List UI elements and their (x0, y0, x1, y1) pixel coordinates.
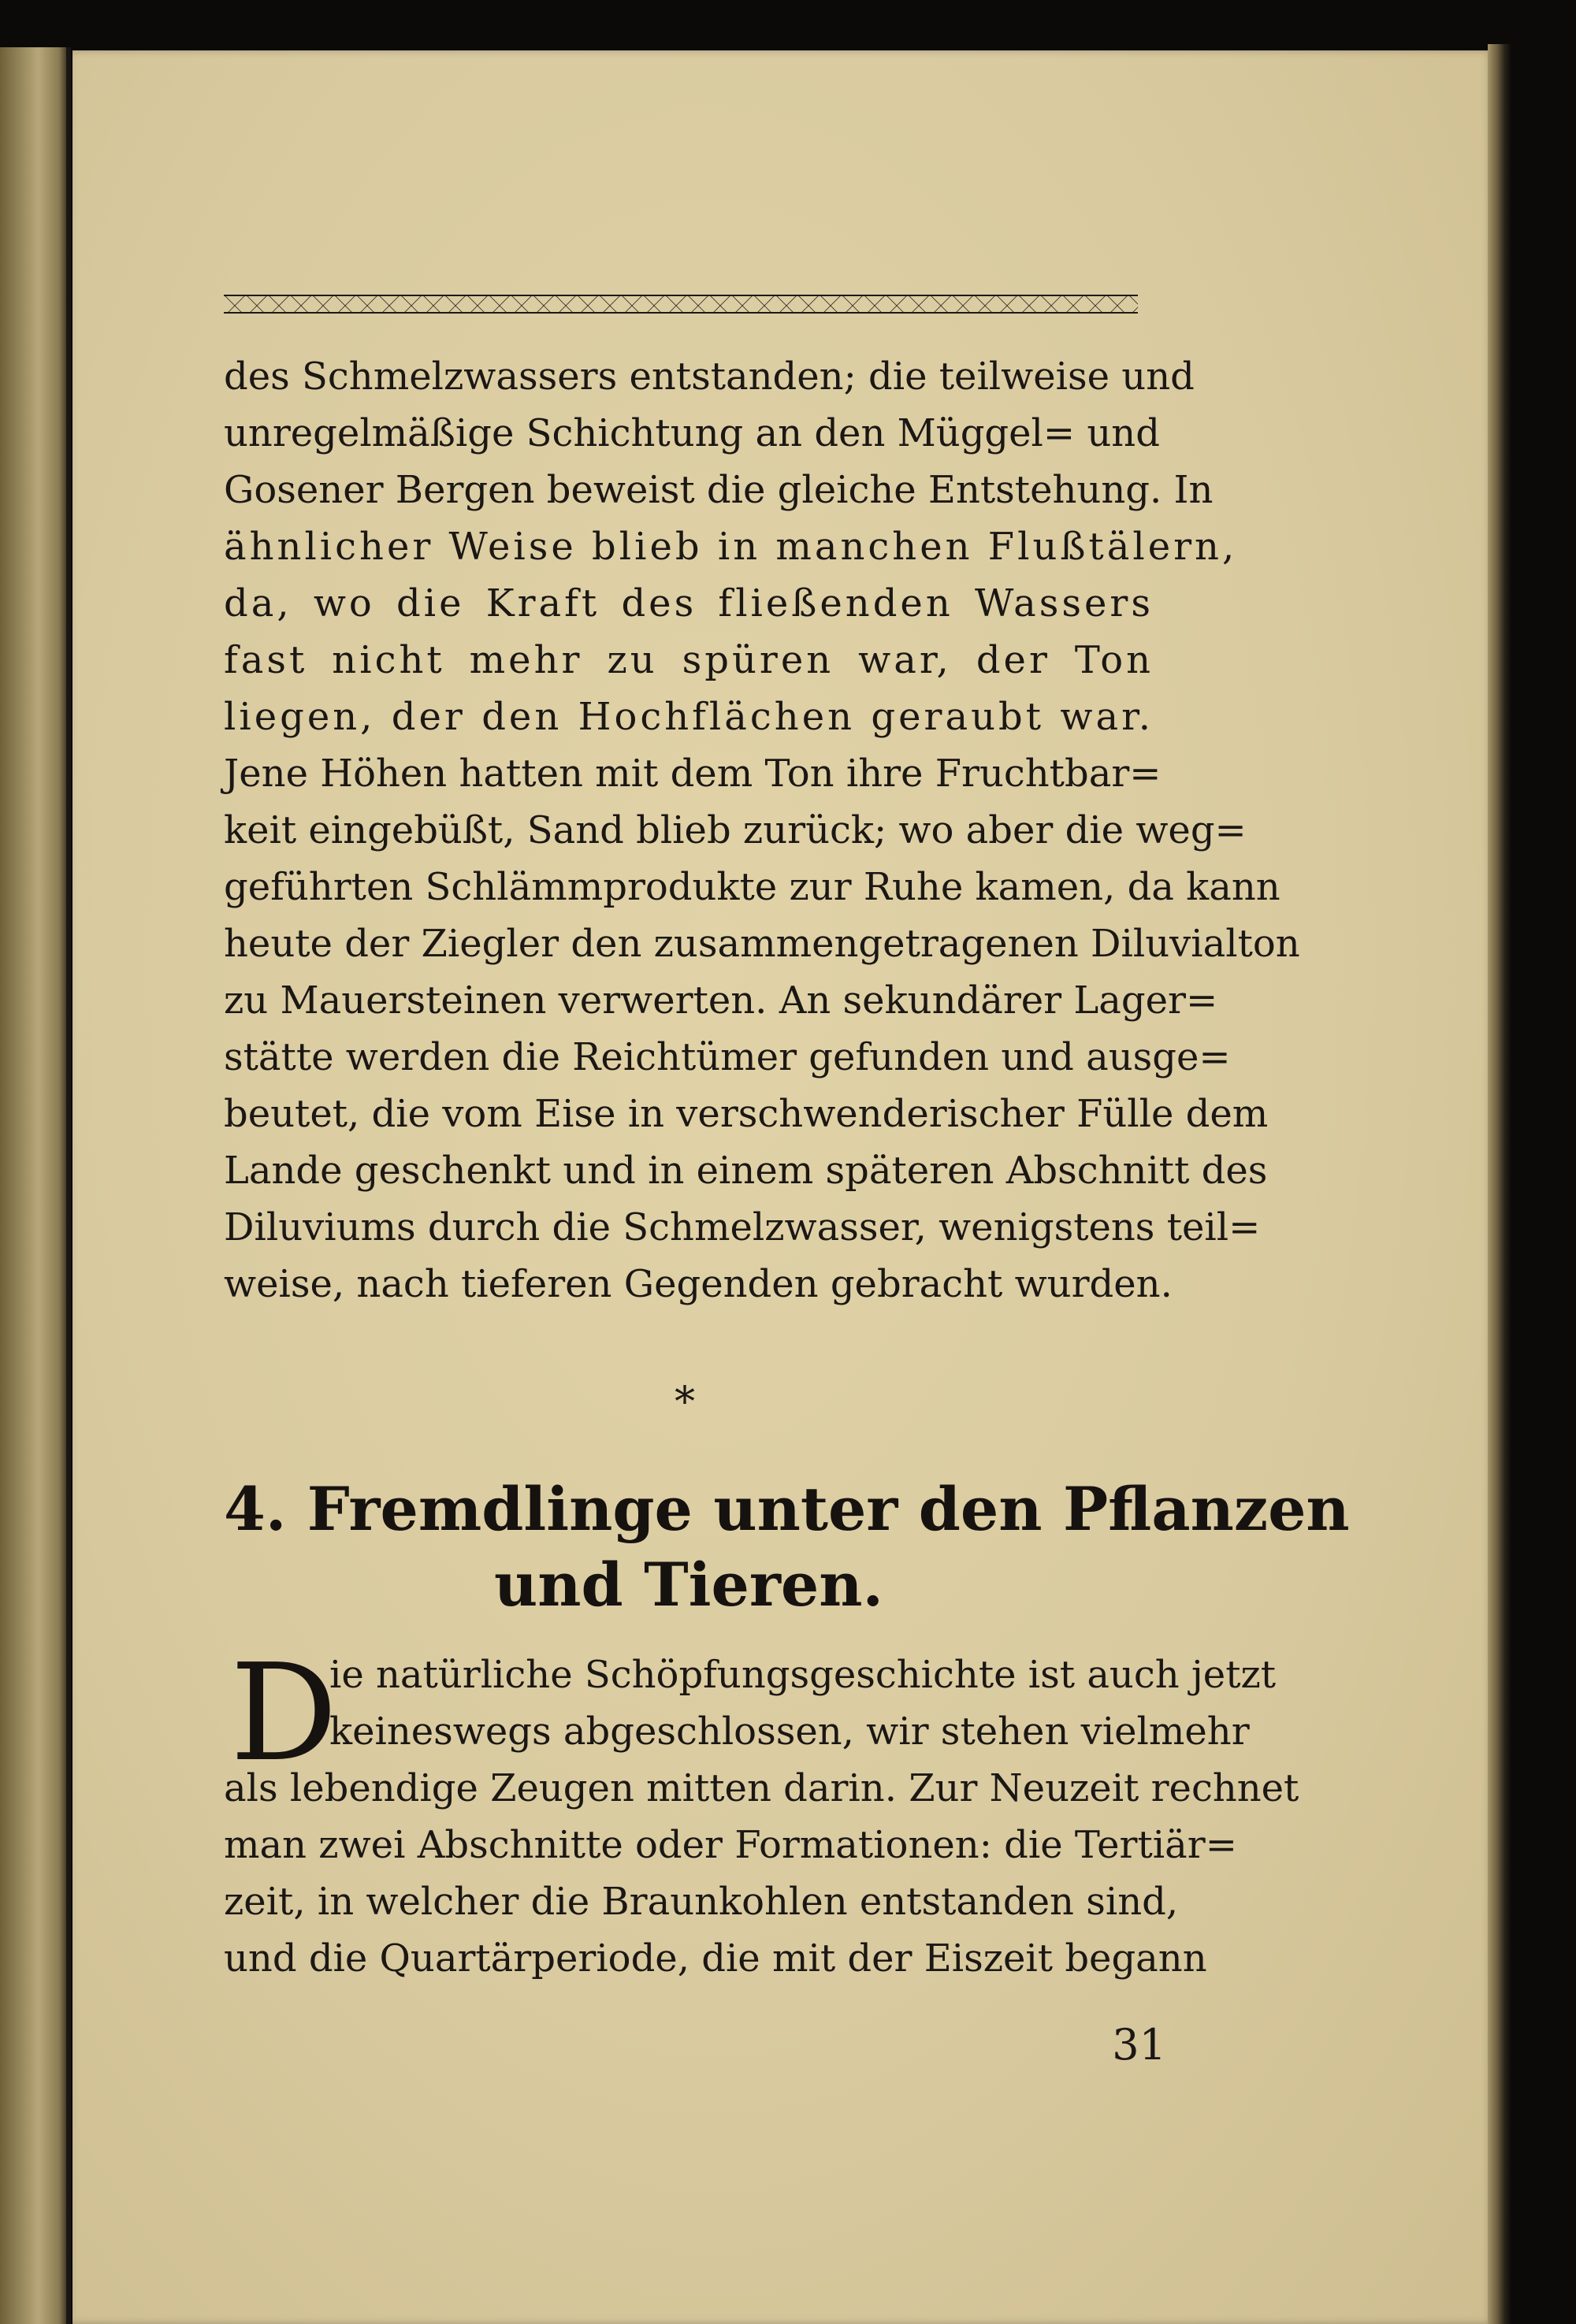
body-line: heute der Ziegler den zusammengetragenen Diluvialton (224, 922, 1300, 966)
body-line: des Schmelzwassers entstanden; die teilweise und (224, 355, 1195, 399)
body-line: Diluviums durch die Schmelzwasser, wenigstens teil= (224, 1205, 1261, 1249)
section-line: ie natürliche Schöpfungsgeschichte ist auch jetzt (329, 1653, 1277, 1697)
body-line: fast nicht mehr zu spüren war, der Ton (224, 638, 1154, 682)
book-spine (0, 47, 69, 2324)
body-line: Jene Höhen hatten mit dem Ton ihre Fruchtbar= (224, 752, 1162, 796)
body-line: Lande geschenkt und in einem späteren Abschnitt des (224, 1149, 1268, 1193)
section-line: man zwei Abschnitte oder Formationen: die Tertiär= (224, 1823, 1237, 1867)
chapter-heading-continued: und Tieren. (494, 1550, 883, 1620)
page-number: 31 (1112, 2020, 1166, 2070)
body-line: geführten Schlämmprodukte zur Ruhe kamen, da kann (224, 865, 1280, 909)
section-line: zeit, in welcher die Braunkohlen entstanden sind, (224, 1880, 1179, 1924)
section-separator: * (675, 1379, 695, 1426)
chapter-heading: 4. Fremdlinge unter den Pflanzen (224, 1474, 1350, 1544)
page-edge (1488, 44, 1511, 2324)
body-line: ähnlicher Weise blieb in manchen Flußtälern, (224, 525, 1238, 569)
drop-cap: D (230, 1635, 338, 1791)
section-line: und die Quartärperiode, die mit der Eiszeit begann (224, 1936, 1207, 1981)
body-line: weise, nach tieferen Gegenden gebracht wurden. (224, 1262, 1173, 1306)
ornamental-rule (224, 295, 1138, 314)
spine-gutter (66, 47, 71, 2324)
body-line: Gosener Bergen beweist die gleiche Entstehung. In (224, 468, 1214, 512)
body-line: keit eingebüßt, Sand blieb zurück; wo aber die weg= (224, 808, 1247, 852)
body-line: stätte werden die Reichtümer gefunden und ausge= (224, 1035, 1231, 1079)
body-line: liegen, der den Hochflächen geraubt war. (224, 695, 1154, 739)
body-line: da, wo die Kraft des fließenden Wassers (224, 581, 1154, 626)
body-line: zu Mauersteinen verwerten. An sekundärer Lager= (224, 978, 1218, 1023)
body-line: beutet, die vom Eise in verschwenderischer Fülle dem (224, 1092, 1269, 1136)
section-line: als lebendige Zeugen mitten darin. Zur Neuzeit rechnet (224, 1766, 1299, 1810)
section-line: keineswegs abgeschlossen, wir stehen vielmehr (329, 1710, 1250, 1754)
body-line: unregelmäßige Schichtung an den Müggel= und (224, 411, 1160, 455)
